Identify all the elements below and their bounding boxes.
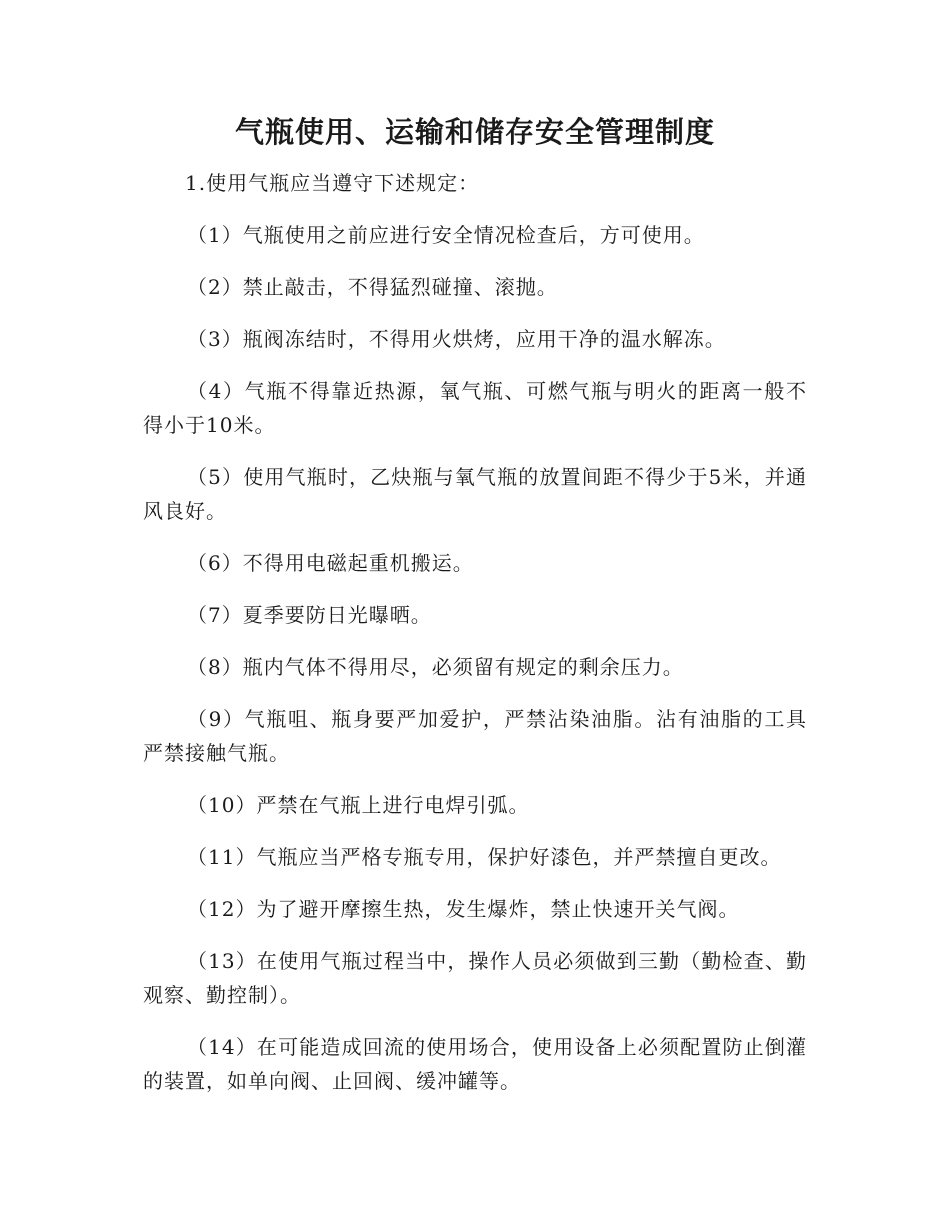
- rule-item-1: （1）气瓶使用之前应进行安全情况检查后，方可使用。: [187, 223, 705, 247]
- rule-item-14: （14）在可能造成回流的使用场合，使用设备上必须配置防止倒灌的装置，如单向阀、止回阀、缓冲罐等。: [143, 1035, 807, 1093]
- rule-item-10: （10）严禁在气瓶上进行电焊引弧。: [187, 793, 530, 817]
- rule-item-13: （13）在使用气瓶过程当中，操作人员必须做到三勤（勤检查、勤观察、勤控制）。: [143, 949, 807, 1007]
- rule-item-2: （2）禁止敲击，不得猛烈碰撞、滚抛。: [187, 275, 558, 299]
- rule-item-6: （6）不得用电磁起重机搬运。: [187, 551, 474, 575]
- rule-intro: 1.使用气瓶应当遵守下述规定：: [185, 171, 480, 195]
- document-body: [143, 166, 807, 1116]
- rule-item-3: （3）瓶阀冻结时，不得用火烘烤，应用干净的温水解冻。: [187, 327, 726, 351]
- document-title: 气瓶使用、运输和储存安全管理制度: [234, 115, 715, 149]
- rule-item-11: （11）气瓶应当严格专瓶专用，保护好漆色，并严禁擅自更改。: [187, 845, 782, 869]
- rule-item-12: （12）为了避开摩擦生热，发生爆炸，禁止快速开关气阀。: [187, 897, 740, 921]
- rule-item-7: （7）夏季要防日光曝晒。: [187, 603, 432, 627]
- rule-item-9: （9）气瓶咀、瓶身要严加爱护，严禁沾染油脂。沾有油脂的工具严禁接触气瓶。: [143, 707, 807, 765]
- rule-item-4: （4）气瓶不得靠近热源，氧气瓶、可燃气瓶与明火的距离一般不得小于10米。: [143, 379, 807, 437]
- rule-item-8: （8）瓶内气体不得用尽，必须留有规定的剩余压力。: [187, 655, 684, 679]
- rule-item-5: （5）使用气瓶时，乙炔瓶与氧气瓶的放置间距不得少于5米，并通风良好。: [143, 465, 807, 523]
